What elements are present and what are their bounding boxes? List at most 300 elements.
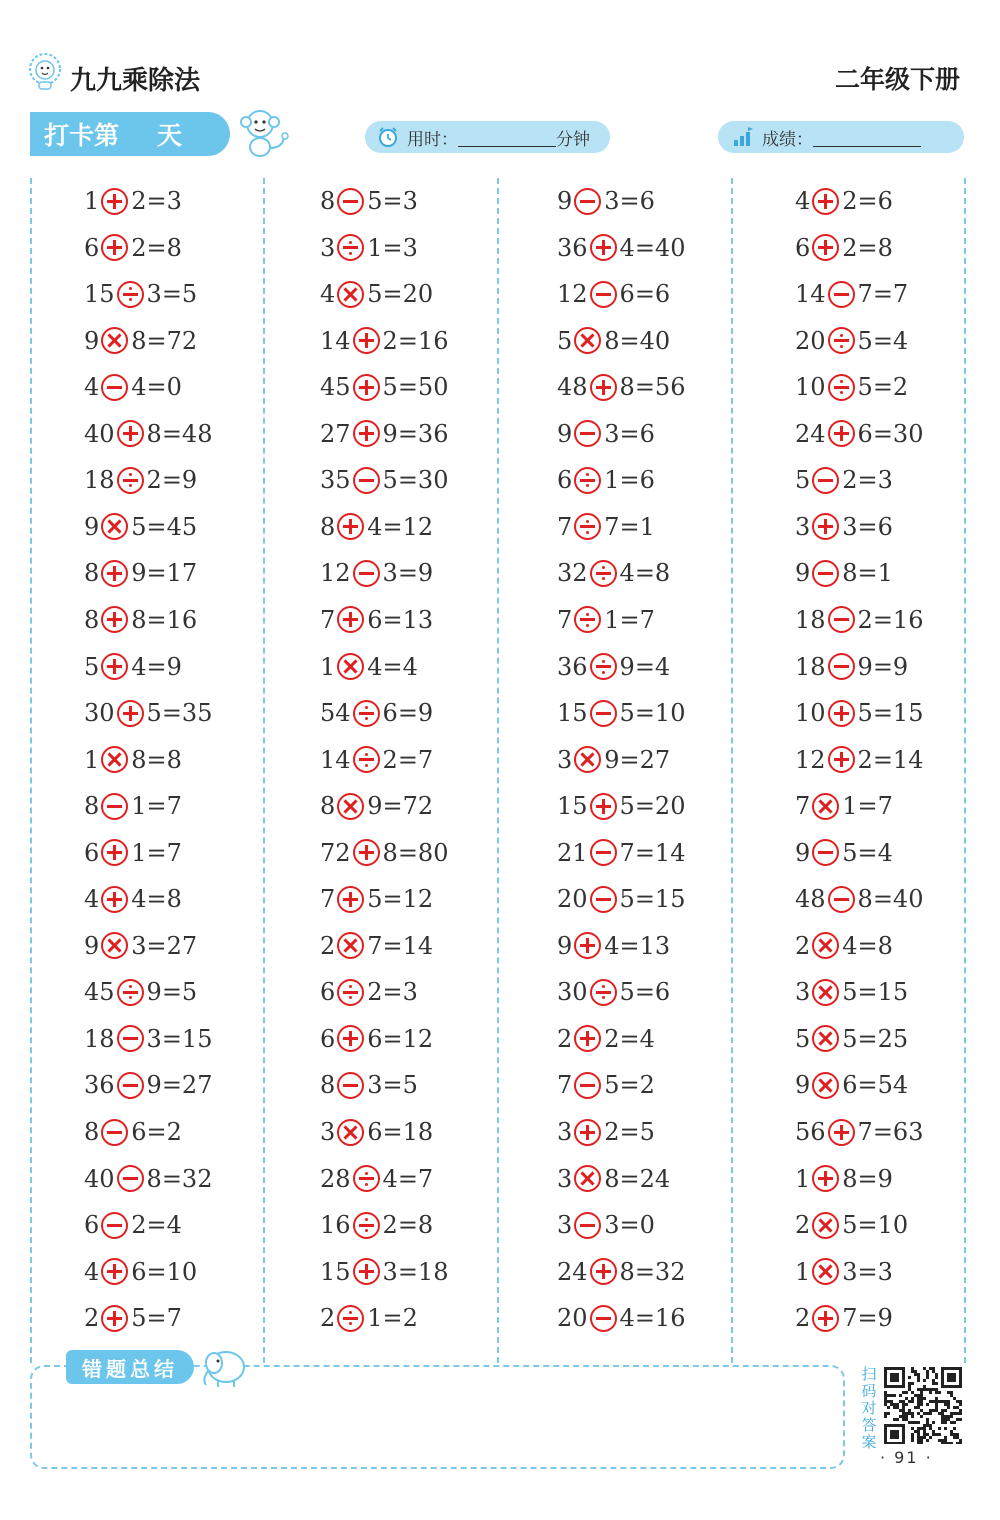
equation-row — [320, 460, 448, 500]
operand-b-and-result: 6=10 — [131, 1257, 198, 1286]
equation-row — [320, 647, 418, 687]
operand-b-and-result: 9=27 — [604, 745, 671, 774]
operand-b-and-result: 2=3 — [367, 978, 418, 1007]
equation-row — [557, 740, 670, 780]
operand-b-and-result: 2=8 — [131, 233, 182, 262]
operand-b-and-result: 6=54 — [842, 1071, 909, 1100]
operand-a: 18 — [795, 605, 826, 634]
scan-caption: 扫码对答案 — [861, 1365, 877, 1451]
operand-b-and-result: 3=27 — [131, 931, 198, 960]
operand-b-and-result: 2=7 — [382, 745, 434, 774]
equation-row — [795, 1112, 923, 1152]
operand-b-and-result: 8=1 — [842, 559, 893, 588]
operator-div-icon — [574, 513, 601, 540]
equation-row — [557, 1159, 670, 1199]
equation-row — [84, 1159, 212, 1199]
operator-plus-icon — [337, 606, 364, 633]
operator-minus-icon — [828, 653, 855, 680]
operand-b-and-result: 2=16 — [382, 326, 449, 355]
operand-a: 14 — [795, 280, 826, 309]
equation-row — [795, 926, 893, 966]
column-divider — [964, 178, 966, 1363]
column-divider — [731, 178, 733, 1363]
equation-row — [795, 1298, 893, 1338]
operand-b-and-result: 1=6 — [604, 466, 655, 495]
equation-row — [320, 553, 433, 593]
operand-b-and-result: 4=7 — [382, 1164, 434, 1193]
operand-a: 9 — [84, 931, 100, 960]
operand-a: 7 — [557, 605, 573, 634]
operator-div-icon — [590, 560, 617, 587]
operand-a: 10 — [795, 373, 826, 402]
operand-b-and-result: 5=15 — [619, 885, 686, 914]
operator-div-icon — [337, 979, 364, 1006]
operator-div-icon — [353, 700, 380, 727]
operator-plus-icon — [812, 1165, 839, 1192]
operand-b-and-result: 3=5 — [367, 1071, 418, 1100]
equation-row — [795, 507, 893, 547]
operator-minus-icon — [574, 420, 601, 447]
operand-a: 8 — [84, 605, 100, 634]
operator-minus-icon — [828, 281, 855, 308]
operand-b-and-result: 4=16 — [619, 1304, 686, 1333]
operand-b-and-result: 1=3 — [367, 233, 418, 262]
operand-a: 15 — [557, 792, 588, 821]
operator-minus-icon — [574, 1072, 601, 1099]
operator-minus-icon — [812, 839, 839, 866]
equation-row — [557, 972, 670, 1012]
operand-b-and-result: 4=4 — [367, 652, 418, 681]
operator-plus-icon — [574, 1119, 601, 1146]
operand-a: 54 — [320, 699, 351, 728]
time-input-line[interactable] — [458, 128, 556, 147]
operand-a: 9 — [557, 931, 573, 960]
operand-a: 1 — [795, 1164, 811, 1193]
operand-a: 18 — [795, 652, 826, 681]
operand-b-and-result: 3=6 — [604, 419, 655, 448]
operand-a: 7 — [320, 885, 336, 914]
operand-a: 6 — [320, 978, 336, 1007]
operand-b-and-result: 1=7 — [842, 792, 893, 821]
operand-b-and-result: 7=1 — [604, 512, 655, 541]
equation-row — [84, 1298, 182, 1338]
operand-b-and-result: 5=2 — [604, 1071, 655, 1100]
equation-row — [795, 1019, 908, 1059]
equation-row — [320, 693, 433, 733]
operator-plus-icon — [101, 234, 128, 261]
operator-times-icon — [101, 327, 128, 354]
operand-a: 3 — [557, 1118, 573, 1146]
operand-a: 2 — [795, 1211, 811, 1240]
operand-a: 3 — [557, 745, 573, 774]
equation-row — [795, 600, 923, 640]
operand-b-and-result: 8=32 — [619, 1257, 686, 1286]
operator-plus-icon — [812, 513, 839, 540]
operator-times-icon — [812, 1072, 839, 1099]
operator-div-icon — [574, 467, 601, 494]
equation-row — [320, 600, 433, 640]
operator-times-icon — [337, 653, 364, 680]
operand-b-and-result: 8=40 — [857, 885, 924, 914]
operator-plus-icon — [828, 1119, 855, 1146]
operator-plus-icon — [812, 188, 839, 215]
operator-plus-icon — [353, 374, 380, 401]
operator-times-icon — [812, 979, 839, 1006]
operand-b-and-result: 3=6 — [604, 187, 655, 215]
operand-b-and-result: 8=48 — [146, 419, 213, 448]
operand-b-and-result: 6=9 — [382, 699, 434, 728]
equation-row — [84, 507, 197, 547]
operator-minus-icon — [812, 467, 839, 494]
equation-row — [795, 321, 908, 361]
operand-b-and-result: 6=18 — [367, 1118, 434, 1146]
grade-label: 二年级下册 — [834, 65, 960, 94]
operand-a: 2 — [320, 931, 336, 960]
equation-row — [795, 367, 908, 407]
equation-row — [84, 879, 182, 919]
operator-div-icon — [117, 281, 144, 308]
operator-times-icon — [101, 746, 128, 773]
operator-plus-icon — [353, 327, 380, 354]
operand-a: 5 — [84, 652, 100, 681]
equation-row — [84, 926, 197, 966]
operator-minus-icon — [337, 1072, 364, 1099]
operand-a: 2 — [84, 1304, 100, 1333]
equation-row — [84, 972, 197, 1012]
operator-times-icon — [812, 1212, 839, 1239]
equation-row — [320, 972, 418, 1012]
equation-row — [84, 600, 197, 640]
operand-a: 8 — [320, 1071, 336, 1100]
operand-b-and-result: 8=16 — [131, 605, 198, 634]
operand-a: 20 — [557, 1304, 588, 1333]
equation-row — [320, 367, 448, 407]
operand-b-and-result: 9=5 — [146, 978, 198, 1007]
operator-div-icon — [574, 606, 601, 633]
operator-plus-icon — [117, 700, 144, 727]
operator-times-icon — [101, 932, 128, 959]
operand-a: 24 — [795, 419, 826, 448]
operand-a: 2 — [320, 1304, 336, 1333]
operand-a: 9 — [557, 419, 573, 448]
equation-row — [557, 274, 670, 314]
operand-a: 6 — [557, 466, 573, 495]
operator-plus-icon — [590, 374, 617, 401]
operand-a: 5 — [557, 326, 573, 355]
equation-row — [320, 1065, 418, 1105]
equation-row — [557, 460, 655, 500]
operand-a: 12 — [795, 745, 826, 774]
operand-a: 30 — [84, 699, 115, 728]
equation-row — [320, 1159, 433, 1199]
operand-b-and-result: 7=14 — [619, 838, 686, 867]
operand-a: 4 — [795, 187, 811, 215]
column-divider — [263, 178, 265, 1363]
operator-minus-icon — [590, 886, 617, 913]
operator-plus-icon — [590, 1258, 617, 1285]
operator-times-icon — [812, 1258, 839, 1285]
operand-b-and-result: 8=56 — [619, 373, 686, 402]
operator-times-icon — [101, 513, 128, 540]
equation-row — [557, 1112, 655, 1152]
operand-a: 5 — [795, 466, 811, 495]
operand-a: 21 — [557, 838, 588, 867]
equation-row — [320, 274, 433, 314]
operand-b-and-result: 8=24 — [604, 1164, 671, 1193]
operator-plus-icon — [828, 420, 855, 447]
operand-b-and-result: 8=32 — [146, 1164, 213, 1193]
operand-b-and-result: 9=36 — [382, 419, 449, 448]
equation-row — [84, 1205, 182, 1245]
time-unit: 分钟 — [556, 129, 590, 150]
equation-row — [320, 879, 433, 919]
operand-b-and-result: 6=13 — [367, 605, 434, 634]
equation-row — [795, 693, 923, 733]
operator-plus-icon — [574, 932, 601, 959]
operator-plus-icon — [101, 188, 128, 215]
operand-b-and-result: 5=20 — [619, 792, 686, 821]
operand-a: 72 — [320, 838, 351, 867]
operand-b-and-result: 2=4 — [604, 1024, 655, 1053]
operand-b-and-result: 2=6 — [842, 187, 893, 215]
operand-a: 45 — [320, 373, 351, 402]
operand-a: 12 — [557, 280, 588, 309]
operator-plus-icon — [828, 700, 855, 727]
operator-minus-icon — [590, 839, 617, 866]
operand-a: 8 — [320, 792, 336, 821]
operand-b-and-result: 2=8 — [842, 233, 893, 262]
operand-b-and-result: 5=35 — [146, 699, 213, 728]
operand-b-and-result: 2=14 — [857, 745, 924, 774]
operand-a: 1 — [84, 745, 100, 774]
operand-a: 8 — [84, 792, 100, 821]
operand-b-and-result: 5=10 — [842, 1211, 909, 1240]
operand-b-and-result: 3=6 — [842, 512, 893, 541]
operand-b-and-result: 5=30 — [382, 466, 449, 495]
operand-a: 36 — [84, 1071, 115, 1100]
operand-b-and-result: 5=45 — [131, 512, 198, 541]
operand-a: 40 — [84, 1164, 115, 1193]
operator-times-icon — [812, 1025, 839, 1052]
column-divider — [497, 178, 499, 1363]
score-field — [718, 121, 964, 153]
operator-plus-icon — [337, 1025, 364, 1052]
operand-b-and-result: 5=7 — [131, 1304, 182, 1333]
equation-row — [557, 367, 685, 407]
operator-minus-icon — [574, 188, 601, 215]
operator-times-icon — [574, 746, 601, 773]
operand-b-and-result: 9=27 — [146, 1071, 213, 1100]
operand-a: 8 — [320, 512, 336, 541]
equation-row — [320, 181, 418, 221]
operand-b-and-result: 6=2 — [131, 1118, 182, 1146]
equation-row — [795, 740, 923, 780]
operand-a: 14 — [320, 745, 351, 774]
operand-a: 8 — [320, 187, 336, 215]
operand-b-and-result: 4=13 — [604, 931, 671, 960]
operand-a: 8 — [84, 1118, 100, 1146]
operand-b-and-result: 5=4 — [857, 326, 909, 355]
operand-b-and-result: 3=5 — [146, 280, 198, 309]
operand-a: 30 — [557, 978, 588, 1007]
equation-row — [320, 1019, 433, 1059]
operand-b-and-result: 1=7 — [131, 838, 182, 867]
operator-div-icon — [337, 234, 364, 261]
operator-minus-icon — [101, 793, 128, 820]
page-title: 九九乘除法 — [70, 66, 201, 96]
equation-row — [557, 553, 670, 593]
equation-row — [557, 879, 685, 919]
operator-plus-icon — [101, 606, 128, 633]
operator-plus-icon — [337, 513, 364, 540]
equation-row — [557, 181, 655, 221]
equation-row — [320, 1112, 433, 1152]
operand-b-and-result: 9=72 — [367, 792, 434, 821]
equation-row — [795, 786, 893, 826]
operand-a: 4 — [84, 373, 100, 402]
operand-b-and-result: 5=2 — [857, 373, 909, 402]
operator-div-icon — [590, 653, 617, 680]
equation-row — [795, 1205, 908, 1245]
operand-b-and-result: 5=4 — [842, 838, 893, 867]
operator-div-icon — [828, 374, 855, 401]
operator-times-icon — [812, 932, 839, 959]
operator-minus-icon — [337, 188, 364, 215]
equation-row — [84, 1019, 212, 1059]
equation-row — [795, 414, 923, 454]
operator-div-icon — [353, 1165, 380, 1192]
operand-a: 7 — [557, 1071, 573, 1100]
operator-plus-icon — [353, 839, 380, 866]
operator-minus-icon — [828, 606, 855, 633]
operand-b-and-result: 8=40 — [604, 326, 671, 355]
qr-code-icon[interactable] — [882, 1366, 964, 1444]
score-input-line[interactable] — [813, 128, 921, 147]
operand-b-and-result: 7=14 — [367, 931, 434, 960]
operand-a: 15 — [320, 1257, 351, 1286]
equation-row — [84, 228, 182, 268]
equation-row — [795, 553, 893, 593]
operand-a: 48 — [795, 885, 826, 914]
operator-div-icon — [337, 1305, 364, 1332]
operand-a: 7 — [557, 512, 573, 541]
equation-row — [795, 879, 923, 919]
operator-minus-icon — [101, 374, 128, 401]
operator-plus-icon — [590, 793, 617, 820]
operand-b-and-result: 5=10 — [619, 699, 686, 728]
equation-row — [320, 507, 433, 547]
operand-a: 2 — [795, 931, 811, 960]
operand-b-and-result: 5=25 — [842, 1024, 909, 1053]
equation-row — [795, 460, 893, 500]
operator-div-icon — [353, 746, 380, 773]
equation-row — [320, 321, 448, 361]
equation-row — [795, 1065, 908, 1105]
operator-minus-icon — [117, 1072, 144, 1099]
operator-minus-icon — [353, 560, 380, 587]
equation-row — [795, 972, 908, 1012]
operator-plus-icon — [101, 560, 128, 587]
operand-b-and-result: 4=8 — [842, 931, 893, 960]
operand-b-and-result: 3=0 — [604, 1211, 655, 1240]
mistake-summary-label: 错题总结 — [66, 1350, 194, 1384]
operand-b-and-result: 2=8 — [382, 1211, 434, 1240]
operator-times-icon — [337, 1119, 364, 1146]
equation-row — [84, 833, 182, 873]
equation-row — [795, 647, 908, 687]
operand-a: 20 — [795, 326, 826, 355]
equation-row — [557, 600, 655, 640]
operand-b-and-result: 2=9 — [146, 466, 198, 495]
operand-a: 40 — [84, 419, 115, 448]
operand-a: 12 — [320, 559, 351, 588]
operator-times-icon — [812, 793, 839, 820]
operator-minus-icon — [117, 1165, 144, 1192]
operand-b-and-result: 4=8 — [131, 885, 182, 914]
operand-a: 45 — [84, 978, 115, 1007]
operand-b-and-result: 1=7 — [604, 605, 655, 634]
operand-a: 36 — [557, 233, 588, 262]
operator-plus-icon — [812, 234, 839, 261]
equation-row — [795, 1159, 893, 1199]
operand-a: 36 — [557, 652, 588, 681]
operand-a: 6 — [795, 233, 811, 262]
operand-b-and-result: 4=40 — [619, 233, 686, 262]
equation-row — [84, 181, 182, 221]
alarm-clock-icon — [377, 126, 399, 148]
equation-row — [84, 693, 212, 733]
equation-row — [795, 181, 893, 221]
time-field — [365, 121, 610, 153]
operand-b-and-result: 3=3 — [842, 1257, 893, 1286]
equation-row — [320, 1298, 418, 1338]
operator-div-icon — [117, 467, 144, 494]
operator-plus-icon — [574, 1025, 601, 1052]
operator-plus-icon — [812, 1305, 839, 1332]
equation-row — [320, 926, 433, 966]
operator-div-icon — [117, 979, 144, 1006]
operand-a: 18 — [84, 1024, 115, 1053]
equation-row — [795, 1252, 893, 1292]
column-divider — [30, 178, 32, 1363]
equation-row — [320, 228, 418, 268]
operand-a: 7 — [795, 792, 811, 821]
operand-b-and-result: 1=7 — [131, 792, 182, 821]
operand-b-and-result: 1=2 — [367, 1304, 418, 1333]
score-chart-icon — [732, 126, 754, 148]
operand-b-and-result: 2=4 — [131, 1211, 182, 1240]
equation-row — [84, 553, 197, 593]
operand-b-and-result: 6=6 — [619, 280, 671, 309]
operand-a: 4 — [320, 280, 336, 309]
operator-minus-icon — [590, 1305, 617, 1332]
operand-b-and-result: 2=3 — [842, 466, 893, 495]
operator-minus-icon — [353, 467, 380, 494]
equation-row — [84, 321, 197, 361]
operand-a: 6 — [84, 233, 100, 262]
operand-a: 9 — [557, 187, 573, 215]
equation-row — [84, 274, 197, 314]
operand-a: 3 — [557, 1211, 573, 1240]
operand-b-and-result: 5=6 — [619, 978, 671, 1007]
equation-row — [320, 740, 433, 780]
operator-minus-icon — [812, 560, 839, 587]
equation-row — [84, 1065, 212, 1105]
operator-plus-icon — [590, 234, 617, 261]
operand-b-and-result: 3=15 — [146, 1024, 213, 1053]
operator-plus-icon — [101, 1305, 128, 1332]
operand-b-and-result: 5=12 — [367, 885, 434, 914]
